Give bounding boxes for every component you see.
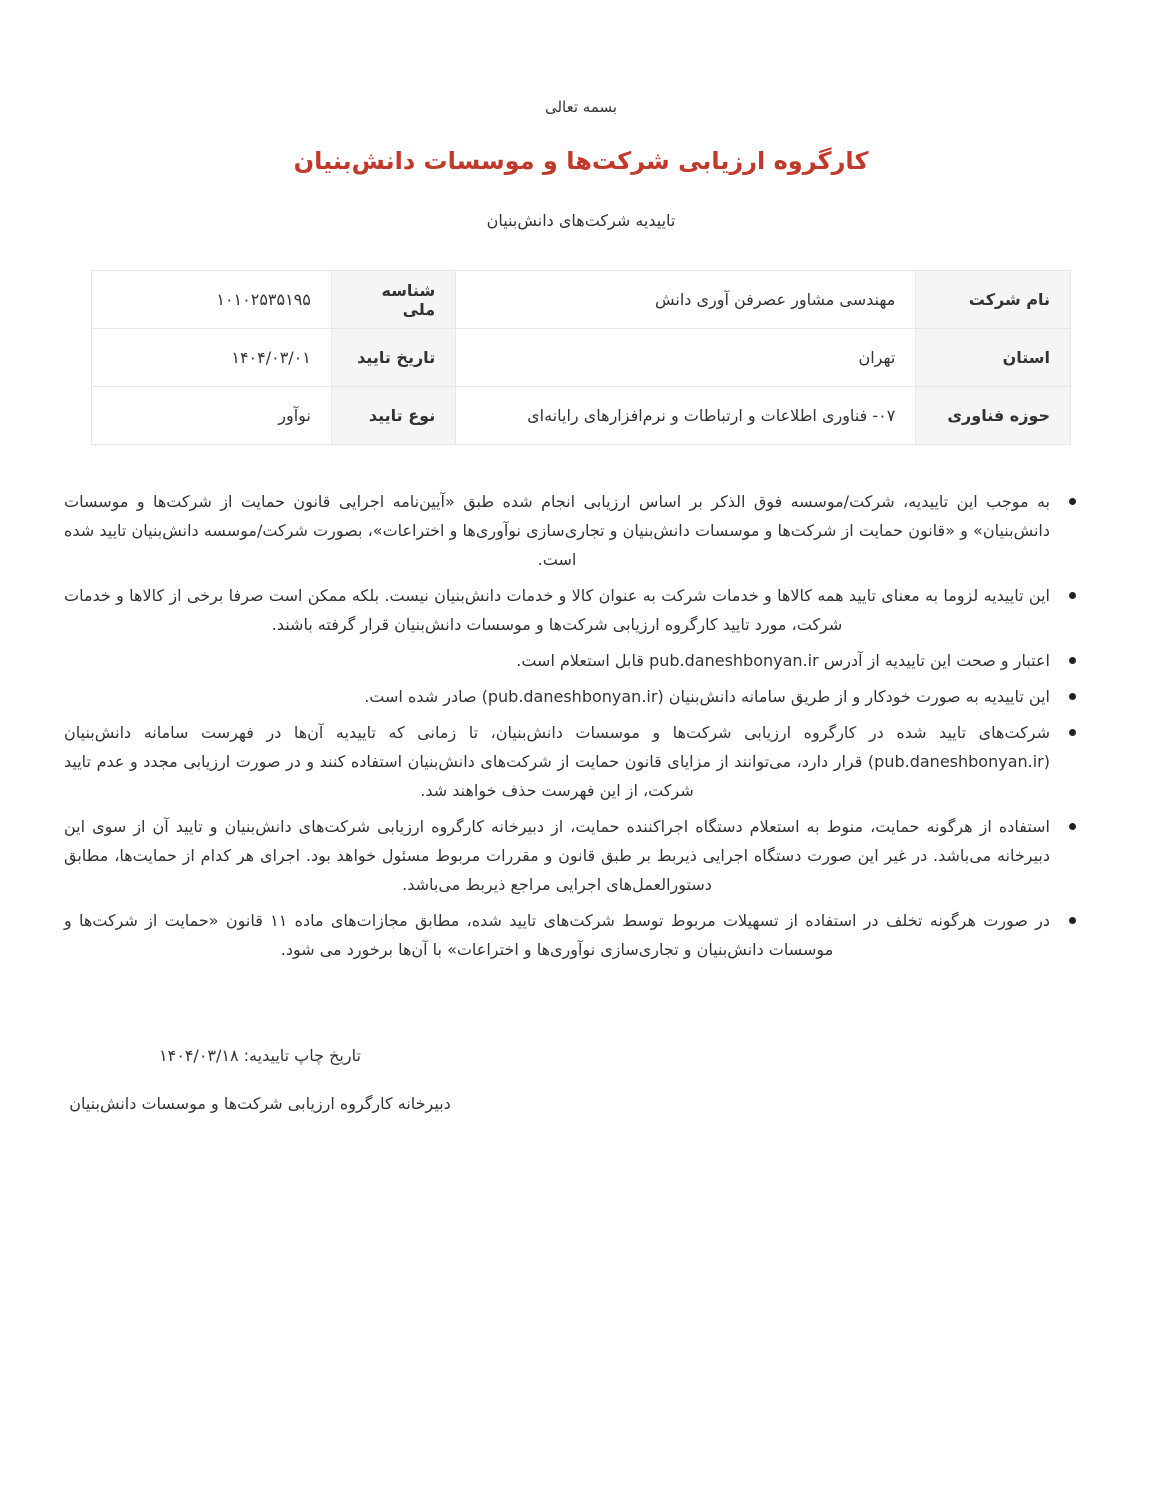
company-name-label: نام شرکت xyxy=(916,271,1071,329)
approval-date-label: تاریخ تایید xyxy=(331,329,455,387)
note-item: استفاده از هرگونه حمایت، منوط به استعلام دستگاه اجراکننده حمایت، از دبیرخانه کارگروه ارزیابی شرکت‌های دانش‌بنیان و تایید آن از سوی این دبیرخانه می‌باشد. در غیر این صورت دستگاه اجرایی ذیربط بر طبق قانون و مقررات مربوط مسئول خواهد بود. اجرای هر کدام از حمایت‌ها، مطابق دستورالعمل‌های اجرایی مراجع ذیربط می‌باشد. xyxy=(64,812,1050,899)
tech-field-label: حوزه فناوری xyxy=(916,387,1071,445)
table-row-tech-field xyxy=(92,387,1071,445)
signature-block xyxy=(0,1044,520,1116)
tech-field-value: ۰۷- فناوری اطلاعات و ارتباطات و نرم‌افزارهای رایانه‌ای xyxy=(456,387,916,445)
national-id-value: ۱۰۱۰۲۵۳۵۱۹۵ xyxy=(92,271,332,329)
page-title: کارگروه ارزیابی شرکت‌ها و موسسات دانش‌بنیان xyxy=(293,147,869,175)
note-item: اعتبار و صحت این تاییدیه از آدرس pub.daneshbonyan.ir قابل استعلام است. xyxy=(64,646,1050,675)
approval-type-value: نوآور xyxy=(92,387,332,445)
page-subtitle: تاییدیه شرکت‌های دانش‌بنیان xyxy=(486,211,676,230)
bismillah-text: بسمه تعالی xyxy=(544,98,618,116)
table-row-province xyxy=(92,329,1071,387)
national-id-label: شناسه ملی xyxy=(331,271,455,329)
company-name-value: مهندسی مشاور عصرفن آوری دانش xyxy=(456,271,916,329)
print-date-line: تاریخ چاپ تاییدیه: ۱۴۰۴/۰۳/۱۸ xyxy=(159,1046,361,1065)
company-info-table xyxy=(91,270,1071,445)
note-item: این تاییدیه به صورت خودکار و از طریق سامانه دانش‌بنیان (pub.daneshbonyan.ir) صادر شده است. xyxy=(64,682,1050,711)
secretariat-line: دبیرخانه کارگروه ارزیابی شرکت‌ها و موسسات دانش‌بنیان xyxy=(69,1094,451,1113)
note-item: در صورت هرگونه تخلف در استفاده از تسهیلات مربوط توسط شرکت‌های تایید شده، مطابق مجازات‌های ماده ۱۱ قانون «حمایت از شرکت‌ها و موسسات دانش‌بنیان و تجاری‌سازی نوآوری‌ها و اختراعات» با آن‌ها برخورد می شود. xyxy=(64,906,1050,964)
note-item: به موجب این تاییدیه، شرکت/موسسه فوق الذکر بر اساس ارزیابی انجام شده طبق «آیین‌نامه اجرایی قانون حمایت از شرکت‌ها و موسسات دانش‌بنیان» و «قانون حمایت از شرکت‌ها و موسسات دانش‌بنیان و تجاری‌سازی نوآوری‌ها و اختراعات»، بصورت شرکت/موسسه دانش‌بنیان تایید شده است. xyxy=(64,487,1050,574)
table-row-company xyxy=(92,271,1071,329)
note-item: این تاییدیه لزوما به معنای تایید همه کالاها و خدمات شرکت به عنوان کالا و خدمات دانش‌بنیان نیست. بلکه ممکن است صرفا برخی از کالاها و خدمات شرکت، مورد تایید کارگروه ارزیابی شرکت‌ها و موسسات دانش‌بنیان قرار گرفته باشند. xyxy=(64,581,1050,639)
approval-type-label: نوع تایید xyxy=(331,387,455,445)
province-value: تهران xyxy=(456,329,916,387)
notes-list xyxy=(64,487,1050,964)
province-label: استان xyxy=(916,329,1071,387)
note-item: شرکت‌های تایید شده در کارگروه ارزیابی شرکت‌ها و موسسات دانش‌بنیان، تا زمانی که تاییدیه آن‌ها در فهرست سامانه دانش‌بنیان (pub.daneshbonyan.ir) قرار دارد، می‌توانند از مزایای قانون حمایت از شرکت‌های دانش‌بنیان استفاده کنند و در صورت ارزیابی مجدد و عدم تایید شرکت، از این فهرست حذف خواهند شد. xyxy=(64,718,1050,805)
approval-date-value: ۱۴۰۴/۰۳/۰۱ xyxy=(92,329,332,387)
